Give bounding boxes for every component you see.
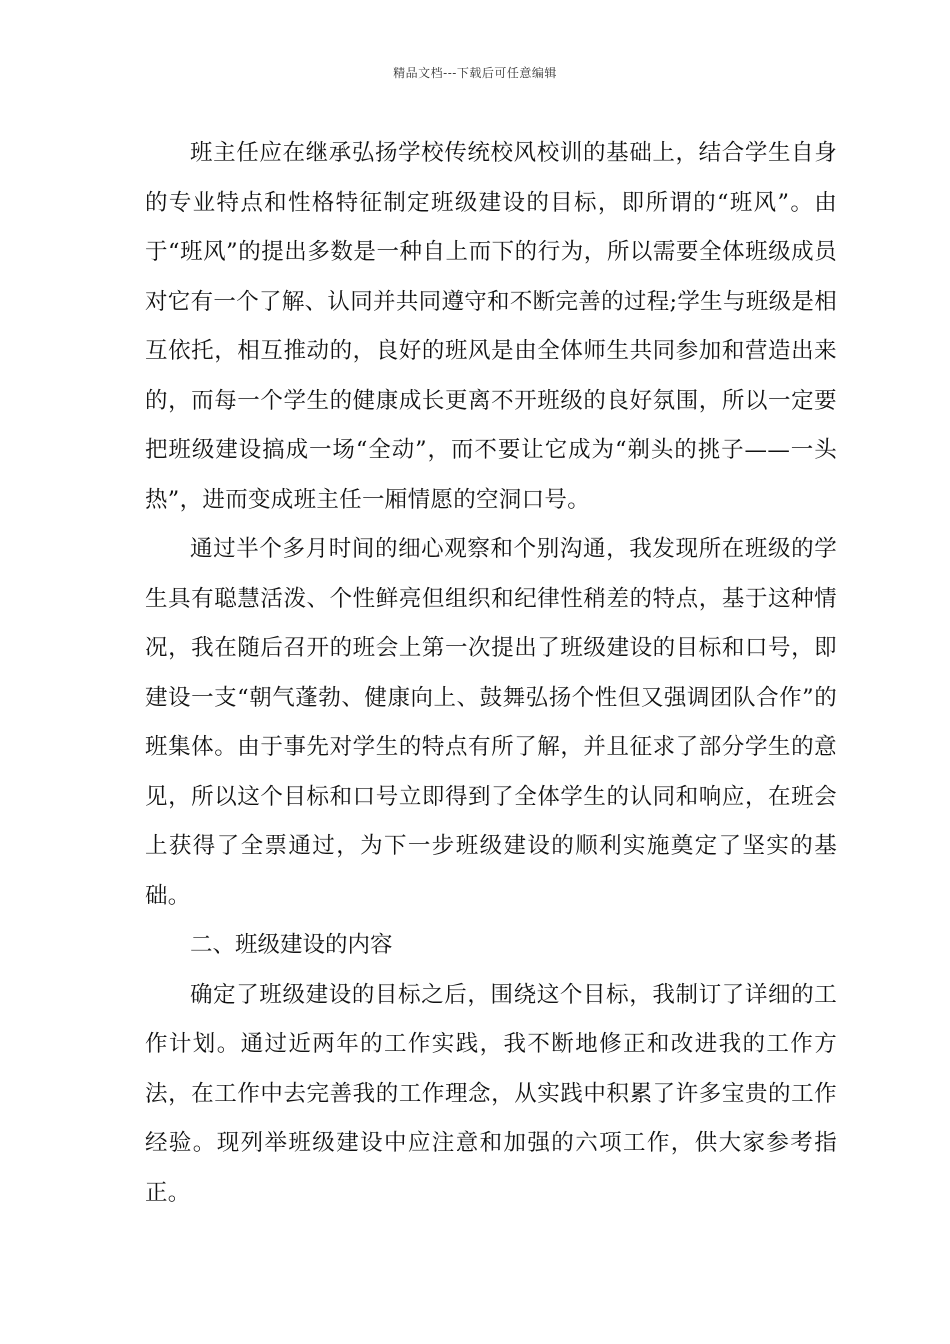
paragraph-class-style-goal: 班主任应在继承弘扬学校传统校风校训的基础上，结合学生自身的专业特点和性格特征制定班级建设的目标，即所谓的“班风”。由于“班风”的提出多数是一种自上而下的行为，所以需要全体班级成员对它有一个了解、认同并共同遵守和不断完善的过程;学生与班级是相互依托，相互推动的，良好的班风是由全体师生共同参加和营造出来的，而每一个学生的健康成长更离不开班级的良好氛围，所以一定要把班级建设搞成一场“全动”，而不要让它成为“剃头的挑子——一头热”，进而变成班主任一厢情愿的空洞口号。 bbox=[145, 140, 837, 513]
page-header: 精品文档---下载后可任意编辑 bbox=[393, 66, 557, 80]
paragraph-work-plan: 确定了班级建设的目标之后，围绕这个目标，我制订了详细的工作计划。通过近两年的工作实践，我不断地修正和改进我的工作方法，在工作中去完善我的工作理念，从实践中积累了许多宝贵的工作经验。现列举班级建设中应注意和加强的六项工作，供大家参考指正。 bbox=[145, 981, 837, 1206]
section-heading: 二、班级建设的内容 bbox=[190, 932, 393, 958]
paragraph-class-slogan: 通过半个多月时间的细心观察和个别沟通，我发现所在班级的学生具有聪慧活泼、个性鲜亮但组织和纪律性稍差的特点，基于这种情况，我在随后召开的班会上第一次提出了班级建设的目标和口号，即建设一支“朝气蓬勃、健康向上、鼓舞弘扬个性但又强调团队合作”的班集体。由于事先对学生的特点有所了解，并且征求了部分学生的意见，所以这个目标和口号立即得到了全体学生的认同和响应，在班会上获得了全票通过，为下一步班级建设的顺利实施奠定了坚实的基础。 bbox=[145, 536, 837, 909]
document-body bbox=[145, 129, 837, 1218]
